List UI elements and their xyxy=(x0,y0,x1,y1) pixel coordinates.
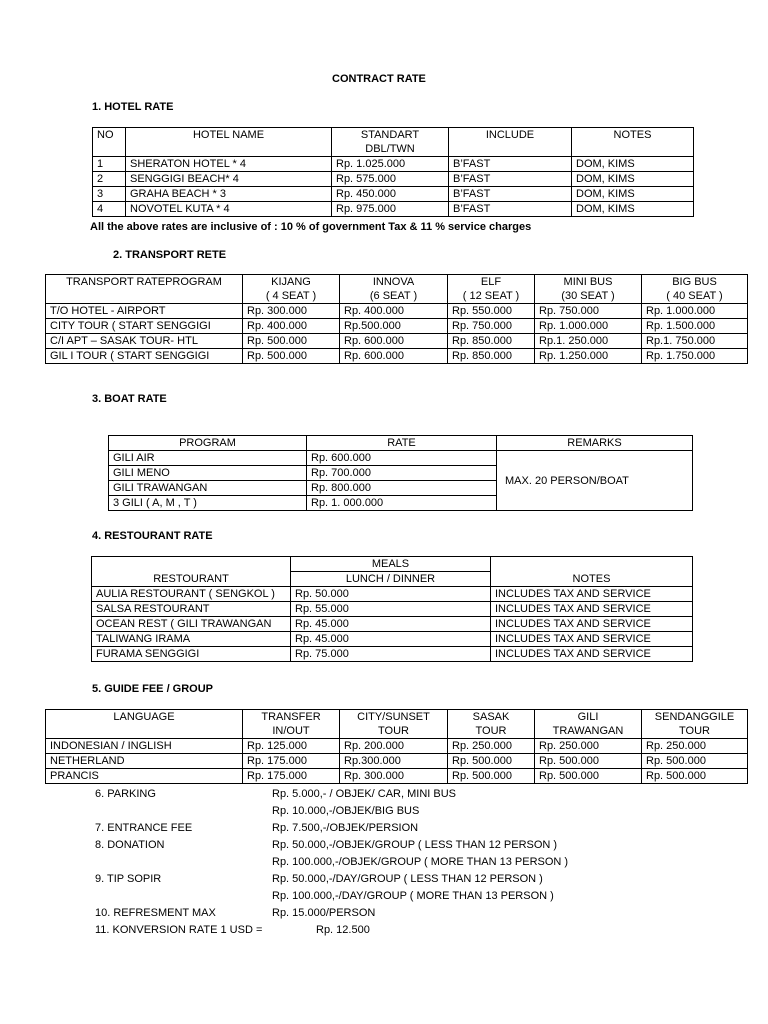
guide-fee: Rp. 250.000 xyxy=(642,739,748,754)
guide-header xyxy=(448,710,535,739)
transport-rate: Rp. 400.000 xyxy=(340,304,448,319)
transport-heading: 2. TRANSPORT RETE xyxy=(113,249,227,261)
restaurant-name: TALIWANG IRAMA xyxy=(92,632,291,647)
boat-program: GILI AIR xyxy=(109,451,307,466)
table-row xyxy=(93,157,694,172)
restaurant-name: OCEAN REST ( GILI TRAWANGAN xyxy=(92,617,291,632)
boat-header-rate: RATE xyxy=(307,436,497,451)
hotel-no: 4 xyxy=(93,202,126,217)
other-fee-value: Rp. 15.000/PERSON xyxy=(272,907,376,919)
restaurant-header-row xyxy=(92,557,693,572)
transport-rate: Rp. 850.000 xyxy=(448,334,535,349)
transport-header-line1: ELF xyxy=(480,276,502,288)
hotel-include: B’FAST xyxy=(449,187,572,202)
table-row xyxy=(93,172,694,187)
guide-fee: Rp. 500.000 xyxy=(642,769,748,784)
hotel-note: All the above rates are inclusive of : 10 % of government Tax & 11 % service charges xyxy=(90,221,532,233)
guide-fee: Rp. 500.000 xyxy=(535,754,642,769)
transport-header-line2: ( 40 SEAT ) xyxy=(666,290,723,302)
restaurant-rate: Rp. 45.000 xyxy=(291,632,491,647)
restaurant-rate: Rp. 45.000 xyxy=(291,617,491,632)
restaurant-notes: INCLUDES TAX AND SERVICE xyxy=(491,647,693,662)
hotel-header-row xyxy=(93,128,694,157)
restaurant-header-empty xyxy=(92,557,291,572)
guide-header-line1: SENDANGGILE xyxy=(654,711,735,723)
guide-header-line1: TRANSFER xyxy=(261,711,321,723)
table-row xyxy=(93,202,694,217)
guide-fee: Rp. 500.000 xyxy=(642,754,748,769)
transport-header-line1: MINI BUS xyxy=(563,276,613,288)
restaurant-notes: INCLUDES TAX AND SERVICE xyxy=(491,632,693,647)
transport-rate: Rp. 750.000 xyxy=(535,304,642,319)
transport-table xyxy=(45,274,748,364)
hotel-name: NOVOTEL KUTA * 4 xyxy=(126,202,332,217)
guide-language: INDONESIAN / INGLISH xyxy=(46,739,243,754)
restaurant-notes: INCLUDES TAX AND SERVICE xyxy=(491,602,693,617)
restaurant-header-meals: MEALS xyxy=(291,557,491,572)
restaurant-heading: 4. RESTOURANT RATE xyxy=(92,530,213,542)
boat-rate: Rp. 700.000 xyxy=(307,466,497,481)
transport-rate: Rp. 1.000.000 xyxy=(642,304,748,319)
guide-fee: Rp. 175.000 xyxy=(243,769,340,784)
transport-program: GIL I TOUR ( START SENGGIGI xyxy=(46,349,243,364)
table-row xyxy=(92,647,693,662)
boat-rate: Rp. 800.000 xyxy=(307,481,497,496)
boat-program: 3 GILI ( A, M , T ) xyxy=(109,496,307,511)
transport-header-line1: KIJANG xyxy=(271,276,311,288)
transport-header: TRANSPORT RATEPROGRAM xyxy=(46,275,243,304)
transport-rate: Rp. 300.000 xyxy=(243,304,340,319)
hotel-header-no: NO xyxy=(93,128,126,157)
hotel-header-standart-line2: DBL/TWN xyxy=(365,143,415,155)
table-row xyxy=(46,739,748,754)
transport-header xyxy=(448,275,535,304)
transport-header xyxy=(243,275,340,304)
page-title: CONTRACT RATE xyxy=(332,73,426,85)
boat-header-program: PROGRAM xyxy=(109,436,307,451)
other-fee-value: Rp. 50.000,-/DAY/GROUP ( LESS THAN 12 PERSON ) xyxy=(272,873,543,885)
restaurant-name: SALSA RESTOURANT xyxy=(92,602,291,617)
guide-header-line1: CITY/SUNSET xyxy=(357,711,430,723)
transport-program: T/O HOTEL - AIRPORT xyxy=(46,304,243,319)
other-fee-label: 10. REFRESMENT MAX xyxy=(95,907,216,919)
hotel-header-notes: NOTES xyxy=(572,128,694,157)
guide-header-line2: TOUR xyxy=(378,725,409,737)
table-row xyxy=(46,334,748,349)
transport-header-line2: (6 SEAT ) xyxy=(369,290,418,302)
guide-fee: Rp. 250.000 xyxy=(448,739,535,754)
guide-header-line2: IN/OUT xyxy=(272,725,310,737)
transport-header-line1: BIG BUS xyxy=(672,276,717,288)
guide-fee: Rp. 125.000 xyxy=(243,739,340,754)
table-row xyxy=(92,602,693,617)
hotel-include: B’FAST xyxy=(449,172,572,187)
hotel-no: 1 xyxy=(93,157,126,172)
other-fee-value: Rp. 50.000,-/OBJEK/GROUP ( LESS THAN 12 PERSON ) xyxy=(272,839,558,851)
other-fee-label: 8. DONATION xyxy=(95,839,165,851)
hotel-header-standart xyxy=(332,128,449,157)
table-row xyxy=(46,319,748,334)
guide-header: LANGUAGE xyxy=(46,710,243,739)
boat-header-remarks: REMARKS xyxy=(497,436,693,451)
hotel-include: B’FAST xyxy=(449,157,572,172)
hotel-heading: 1. HOTEL RATE xyxy=(92,101,174,113)
guide-fee: Rp.300.000 xyxy=(340,754,448,769)
hotel-notes: DOM, KIMS xyxy=(572,157,694,172)
table-row xyxy=(93,187,694,202)
boat-rate: Rp. 600.000 xyxy=(307,451,497,466)
transport-header-line2: (30 SEAT ) xyxy=(561,290,615,302)
boat-remarks: MAX. 20 PERSON/BOAT xyxy=(497,451,693,511)
restaurant-notes: INCLUDES TAX AND SERVICE xyxy=(491,617,693,632)
guide-heading: 5. GUIDE FEE / GROUP xyxy=(92,683,214,695)
transport-rate: Rp. 500.000 xyxy=(243,349,340,364)
hotel-notes: DOM, KIMS xyxy=(572,187,694,202)
guide-header-row xyxy=(46,710,748,739)
table-row xyxy=(46,769,748,784)
table-row xyxy=(46,304,748,319)
transport-rate: Rp. 1.500.000 xyxy=(642,319,748,334)
hotel-no: 3 xyxy=(93,187,126,202)
restaurant-table xyxy=(91,556,693,662)
transport-rate: Rp. 1.250.000 xyxy=(535,349,642,364)
other-fee-value: Rp. 5.000,- / OBJEK/ CAR, MINI BUS xyxy=(272,788,456,800)
boat-rate: Rp. 1. 000.000 xyxy=(307,496,497,511)
guide-header-line1: GILI xyxy=(577,711,599,723)
transport-rate: Rp. 600.000 xyxy=(340,349,448,364)
table-row xyxy=(92,587,693,602)
boat-program: GILI MENO xyxy=(109,466,307,481)
transport-rate: Rp. 600.000 xyxy=(340,334,448,349)
restaurant-name: FURAMA SENGGIGI xyxy=(92,647,291,662)
table-row xyxy=(92,617,693,632)
transport-rate: Rp. 1.750.000 xyxy=(642,349,748,364)
hotel-notes: DOM, KIMS xyxy=(572,202,694,217)
restaurant-rate: Rp. 75.000 xyxy=(291,647,491,662)
table-row xyxy=(109,451,693,466)
hotel-name: GRAHA BEACH * 3 xyxy=(126,187,332,202)
hotel-include: B’FAST xyxy=(449,202,572,217)
boat-program: GILI TRAWANGAN xyxy=(109,481,307,496)
table-row xyxy=(46,349,748,364)
transport-header-line2: ( 4 SEAT ) xyxy=(265,290,317,302)
hotel-rate: Rp. 975.000 xyxy=(332,202,449,217)
konversion-label: 11. KONVERSION RATE 1 USD = xyxy=(95,924,263,936)
restaurant-header-name: RESTOURANT xyxy=(92,572,291,587)
transport-rate: Rp. 500.000 xyxy=(243,334,340,349)
restaurant-name: AULIA RESTOURANT ( SENGKOL ) xyxy=(92,587,291,602)
guide-fee: Rp. 500.000 xyxy=(448,769,535,784)
boat-table xyxy=(108,435,693,511)
other-fee-value: Rp. 7.500,-/OBJEK/PERSION xyxy=(272,822,419,834)
guide-header xyxy=(243,710,340,739)
transport-header xyxy=(535,275,642,304)
transport-header-line2: ( 12 SEAT ) xyxy=(462,290,520,302)
other-fee-value: Rp. 10.000,-/OBJEK/BIG BUS xyxy=(272,805,420,817)
other-fee-label: 9. TIP SOPIR xyxy=(95,873,162,885)
guide-header-line2: TOUR xyxy=(475,725,507,737)
guide-header xyxy=(642,710,748,739)
transport-program: CITY TOUR ( START SENGGIGI xyxy=(46,319,243,334)
other-fee-value: Rp. 100.000,-/OBJEK/GROUP ( MORE THAN 13 PERSON ) xyxy=(272,856,569,868)
guide-fee: Rp. 250.000 xyxy=(535,739,642,754)
guide-header xyxy=(535,710,642,739)
other-fee-label: 7. ENTRANCE FEE xyxy=(95,822,193,834)
hotel-name: SENGGIGI BEACH* 4 xyxy=(126,172,332,187)
transport-header xyxy=(642,275,748,304)
hotel-rate: Rp. 1.025.000 xyxy=(332,157,449,172)
hotel-rate: Rp. 450.000 xyxy=(332,187,449,202)
guide-fee: Rp. 175.000 xyxy=(243,754,340,769)
transport-header-row xyxy=(46,275,748,304)
konversion-value: Rp. 12.500 xyxy=(316,924,370,936)
guide-header-line1: SASAK xyxy=(472,711,510,723)
guide-header xyxy=(340,710,448,739)
transport-program: C/I APT – SASAK TOUR- HTL xyxy=(46,334,243,349)
transport-rate: Rp. 750.000 xyxy=(448,319,535,334)
transport-rate: Rp. 850.000 xyxy=(448,349,535,364)
guide-header-line2: TOUR xyxy=(679,725,710,737)
transport-rate: Rp.500.000 xyxy=(340,319,448,334)
table-row xyxy=(92,632,693,647)
guide-fee: Rp. 500.000 xyxy=(448,754,535,769)
boat-header-row xyxy=(109,436,693,451)
hotel-no: 2 xyxy=(93,172,126,187)
hotel-table xyxy=(92,127,694,217)
transport-rate: Rp. 550.000 xyxy=(448,304,535,319)
restaurant-rate: Rp. 55.000 xyxy=(291,602,491,617)
restaurant-notes: INCLUDES TAX AND SERVICE xyxy=(491,587,693,602)
guide-header-line2: TRAWANGAN xyxy=(552,725,624,737)
transport-rate: Rp.1. 750.000 xyxy=(642,334,748,349)
restaurant-header-row xyxy=(92,572,693,587)
transport-rate: Rp.1. 250.000 xyxy=(535,334,642,349)
hotel-name: SHERATON HOTEL * 4 xyxy=(126,157,332,172)
other-fee-value: Rp. 100.000,-/DAY/GROUP ( MORE THAN 13 PERSON ) xyxy=(272,890,554,902)
guide-language: NETHERLAND xyxy=(46,754,243,769)
guide-table xyxy=(45,709,748,784)
hotel-header-include: INCLUDE xyxy=(449,128,572,157)
transport-header xyxy=(340,275,448,304)
restaurant-header-notes: NOTES xyxy=(491,572,693,587)
transport-rate: Rp. 1.000.000 xyxy=(535,319,642,334)
guide-language: PRANCIS xyxy=(46,769,243,784)
restaurant-header-lunch: LUNCH / DINNER xyxy=(291,572,491,587)
restaurant-header-empty xyxy=(491,557,693,572)
hotel-header-name: HOTEL NAME xyxy=(126,128,332,157)
other-fee-label: 6. PARKING xyxy=(95,788,156,800)
restaurant-rate: Rp. 50.000 xyxy=(291,587,491,602)
hotel-notes: DOM, KIMS xyxy=(572,172,694,187)
boat-heading: 3. BOAT RATE xyxy=(92,393,167,405)
hotel-rate: Rp. 575.000 xyxy=(332,172,449,187)
guide-fee: Rp. 200.000 xyxy=(340,739,448,754)
table-row xyxy=(46,754,748,769)
transport-rate: Rp. 400.000 xyxy=(243,319,340,334)
guide-fee: Rp. 300.000 xyxy=(340,769,448,784)
guide-fee: Rp. 500.000 xyxy=(535,769,642,784)
hotel-header-standart-line1: STANDART xyxy=(360,129,420,141)
transport-header-line1: INNOVA xyxy=(372,276,415,288)
